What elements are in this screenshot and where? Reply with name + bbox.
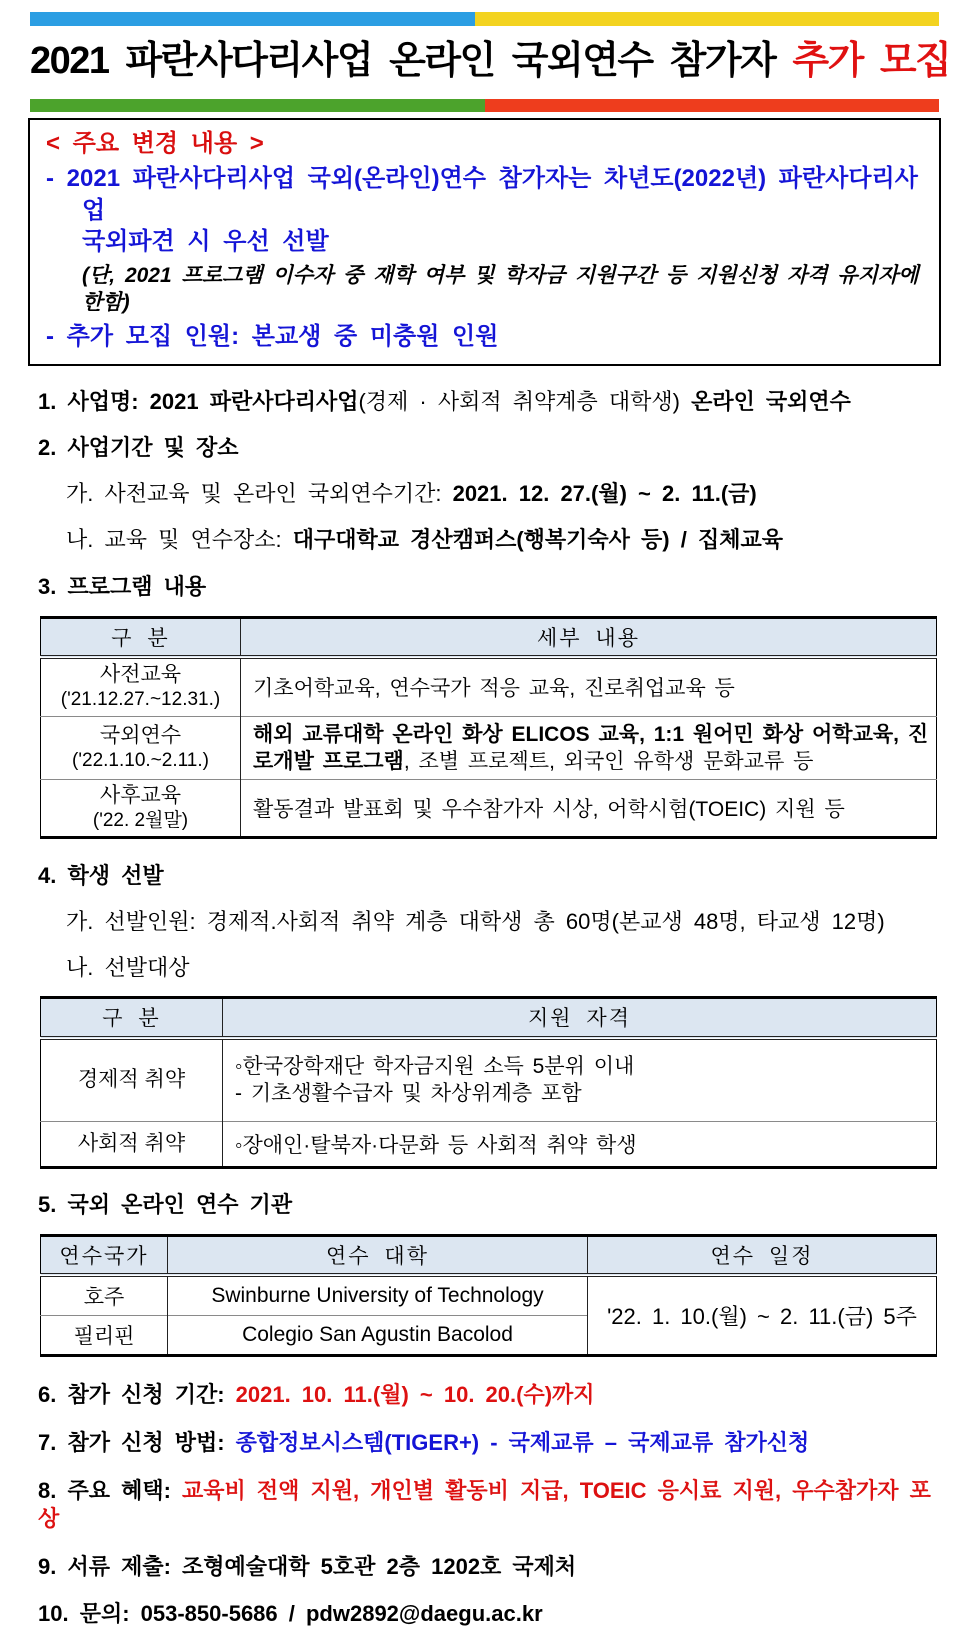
program-content-table	[40, 616, 937, 840]
category-dates: ('21.12.27.~12.31.)	[60, 689, 221, 711]
program-category-cell	[41, 716, 241, 780]
selection-header-category: 구 분	[41, 998, 223, 1038]
institutions-header-schedule: 연수 일정	[588, 1235, 937, 1275]
section-1-label: 1. 사업명:	[38, 388, 150, 414]
change-box-note: (단, 2021 프로그램 이수자 중 재학 여부 및 학자금 지원구간 등 지원신청 자격 유지자에 한함)	[82, 264, 919, 315]
detail-bold-text: 해외 교류대학 온라인 화상 ELICOS 교육, 1:1 원어민 화상 어학교육, 진로개발 프로그램	[253, 722, 929, 773]
institutions-row-australia	[41, 1275, 937, 1316]
bar-blue-segment	[30, 12, 475, 26]
selection-category-cell: 경제적 취약	[77, 1068, 186, 1092]
decorative-bar-top	[30, 12, 939, 26]
category-dates: ('22. 2월말)	[92, 810, 189, 832]
program-category-cell	[41, 657, 241, 716]
section-6-label: 6. 참가 신청 기간:	[38, 1382, 236, 1408]
selection-row-economic	[41, 1038, 937, 1122]
section-2b-value: 대구대학교 경산캠퍼스(행복기숙사 등) / 집체교육	[292, 526, 783, 552]
section-6-value: 2021. 10. 11.(월) ~ 10. 20.(수)까지	[235, 1382, 595, 1408]
category-name: 사후교육	[99, 784, 182, 808]
decorative-bar-divider	[30, 99, 939, 112]
selection-table-header-row	[41, 998, 937, 1038]
section-8-benefits	[38, 1477, 939, 1534]
section-2a-value: 2021. 12. 27.(월) ~ 2. 11.(금)	[452, 481, 757, 507]
qualification-line2: - 기초생활수급자 및 차상위계층 포함	[235, 1082, 582, 1106]
section-1-bold2: 온라인 국외연수	[691, 388, 851, 414]
section-7-label: 7. 참가 신청 방법:	[38, 1429, 236, 1455]
section-10-value: 053-850-5686 / pdw2892@daegu.ac.kr	[140, 1601, 543, 1627]
section-1-bold1: 2021 파란사다리사업	[149, 388, 359, 414]
selection-detail-cell: ◦장애인·탈북자·다문화 등 사회적 취약 학생	[223, 1122, 937, 1168]
detail-normal-text: , 조별 프로젝트, 외국인 유학생 문화교류 등	[403, 749, 814, 773]
section-10-label: 10. 문의:	[38, 1601, 141, 1627]
program-detail-cell	[241, 716, 937, 780]
section-4a-selection-count: 가. 선발인원: 경제적.사회적 취약 계층 대학생 총 60명(본교생 48명, 타교생 12명)	[66, 909, 885, 935]
institutions-header-university: 연수 대학	[168, 1235, 588, 1275]
selection-header-qualification: 지원 자격	[223, 998, 937, 1038]
category-dates: ('22.1.10.~2.11.)	[72, 749, 209, 771]
section-7-application-method	[38, 1429, 939, 1458]
category-name: 국외연수	[99, 723, 182, 747]
change-box-point-2: - 추가 모집 인원: 본교생 중 미충원 인원	[46, 322, 499, 350]
section-1-project-name	[38, 388, 939, 417]
section-4b-selection-target: 나. 선발대상	[66, 954, 190, 980]
bar-yellow-segment	[475, 12, 939, 26]
program-header-detail: 세부 내용	[241, 617, 937, 657]
section-9-value: 조형예술대학 5호관 2층 1202호 국제처	[182, 1553, 577, 1579]
change-box-heading: < 주요 변경 내용 >	[46, 130, 264, 158]
schedule-cell: '22. 1. 10.(월) ~ 2. 11.(금) 5주	[588, 1275, 937, 1356]
university-cell: Colegio San Agustin Bacolod	[168, 1316, 588, 1356]
section-2b-location	[38, 526, 939, 555]
section-10-contact	[38, 1600, 939, 1629]
section-5-heading: 5. 국외 온라인 연수 기관	[38, 1192, 293, 1218]
change-box-point-1	[46, 163, 923, 257]
change-point1-line1: - 2021 파란사다리사업 국외(온라인)연수 참가자는 차년도(2022년) 파란사다리사업	[46, 165, 918, 224]
section-9-label: 9. 서류 제출:	[38, 1553, 183, 1579]
selection-row-social	[41, 1122, 937, 1168]
program-row-overseas-training	[41, 716, 937, 780]
document-page	[0, 12, 969, 1627]
section-2b-prefix: 나. 교육 및 연수장소:	[66, 526, 293, 552]
title-main-text: 2021 파란사다리사업 온라인 국외연수 참가자	[30, 40, 793, 82]
section-8-label: 8. 주요 혜택:	[38, 1477, 183, 1503]
program-header-category: 구 분	[41, 617, 241, 657]
selection-category-cell: 사회적 취약	[41, 1122, 223, 1168]
program-category-cell	[41, 780, 241, 838]
qualification-line1: ◦한국장학재단 학자금지원 소득 5분위 이내	[235, 1055, 635, 1079]
country-cell: 필리핀	[41, 1316, 168, 1356]
section-2a-period	[38, 480, 939, 509]
section-6-application-period	[38, 1381, 939, 1410]
title-highlight-text: 추가 모집	[792, 40, 951, 82]
institutions-header-country: 연수국가	[41, 1235, 168, 1275]
section-3-heading: 3. 프로그램 내용	[38, 574, 207, 600]
page-title	[30, 36, 969, 87]
section-2-heading: 2. 사업기간 및 장소	[38, 435, 239, 461]
program-detail-cell: 활동결과 발표회 및 우수참가자 시상, 어학시험(TOEIC) 지원 등	[241, 780, 937, 838]
section-9-document-submission	[38, 1553, 939, 1582]
selection-criteria-table	[40, 996, 937, 1169]
bar-green-segment	[30, 99, 485, 112]
university-cell: Swinburne University of Technology	[168, 1275, 588, 1316]
section-7-value: 종합정보시스템(TIGER+) - 국제교류 – 국제교류 참가신청	[235, 1429, 810, 1455]
bar-red-segment	[485, 99, 940, 112]
institutions-table-header-row	[41, 1235, 937, 1275]
category-name: 사전교육	[99, 663, 182, 687]
section-2a-prefix: 가. 사전교육 및 온라인 국외연수기간:	[66, 481, 453, 507]
change-point1-line2: 국외파견 시 우선 선발	[82, 227, 329, 255]
section-4-heading: 4. 학생 선발	[38, 863, 164, 889]
change-notice-box	[28, 118, 941, 366]
program-row-post-education	[41, 780, 937, 838]
country-cell: 호주	[83, 1286, 125, 1310]
institutions-table	[40, 1234, 937, 1358]
selection-detail-cell	[223, 1038, 937, 1122]
program-row-pre-education	[41, 657, 937, 716]
section-1-normal: (경제 · 사회적 취약계층 대학생)	[358, 388, 692, 414]
program-detail-cell: 기초어학교육, 연수국가 적응 교육, 진로취업교육 등	[241, 657, 937, 716]
program-table-header-row	[41, 617, 937, 657]
section-8-value: 교육비 전액 지원, 개인별 활동비 지급, TOEIC 응시료 지원, 우수참가자 포상	[38, 1477, 931, 1532]
